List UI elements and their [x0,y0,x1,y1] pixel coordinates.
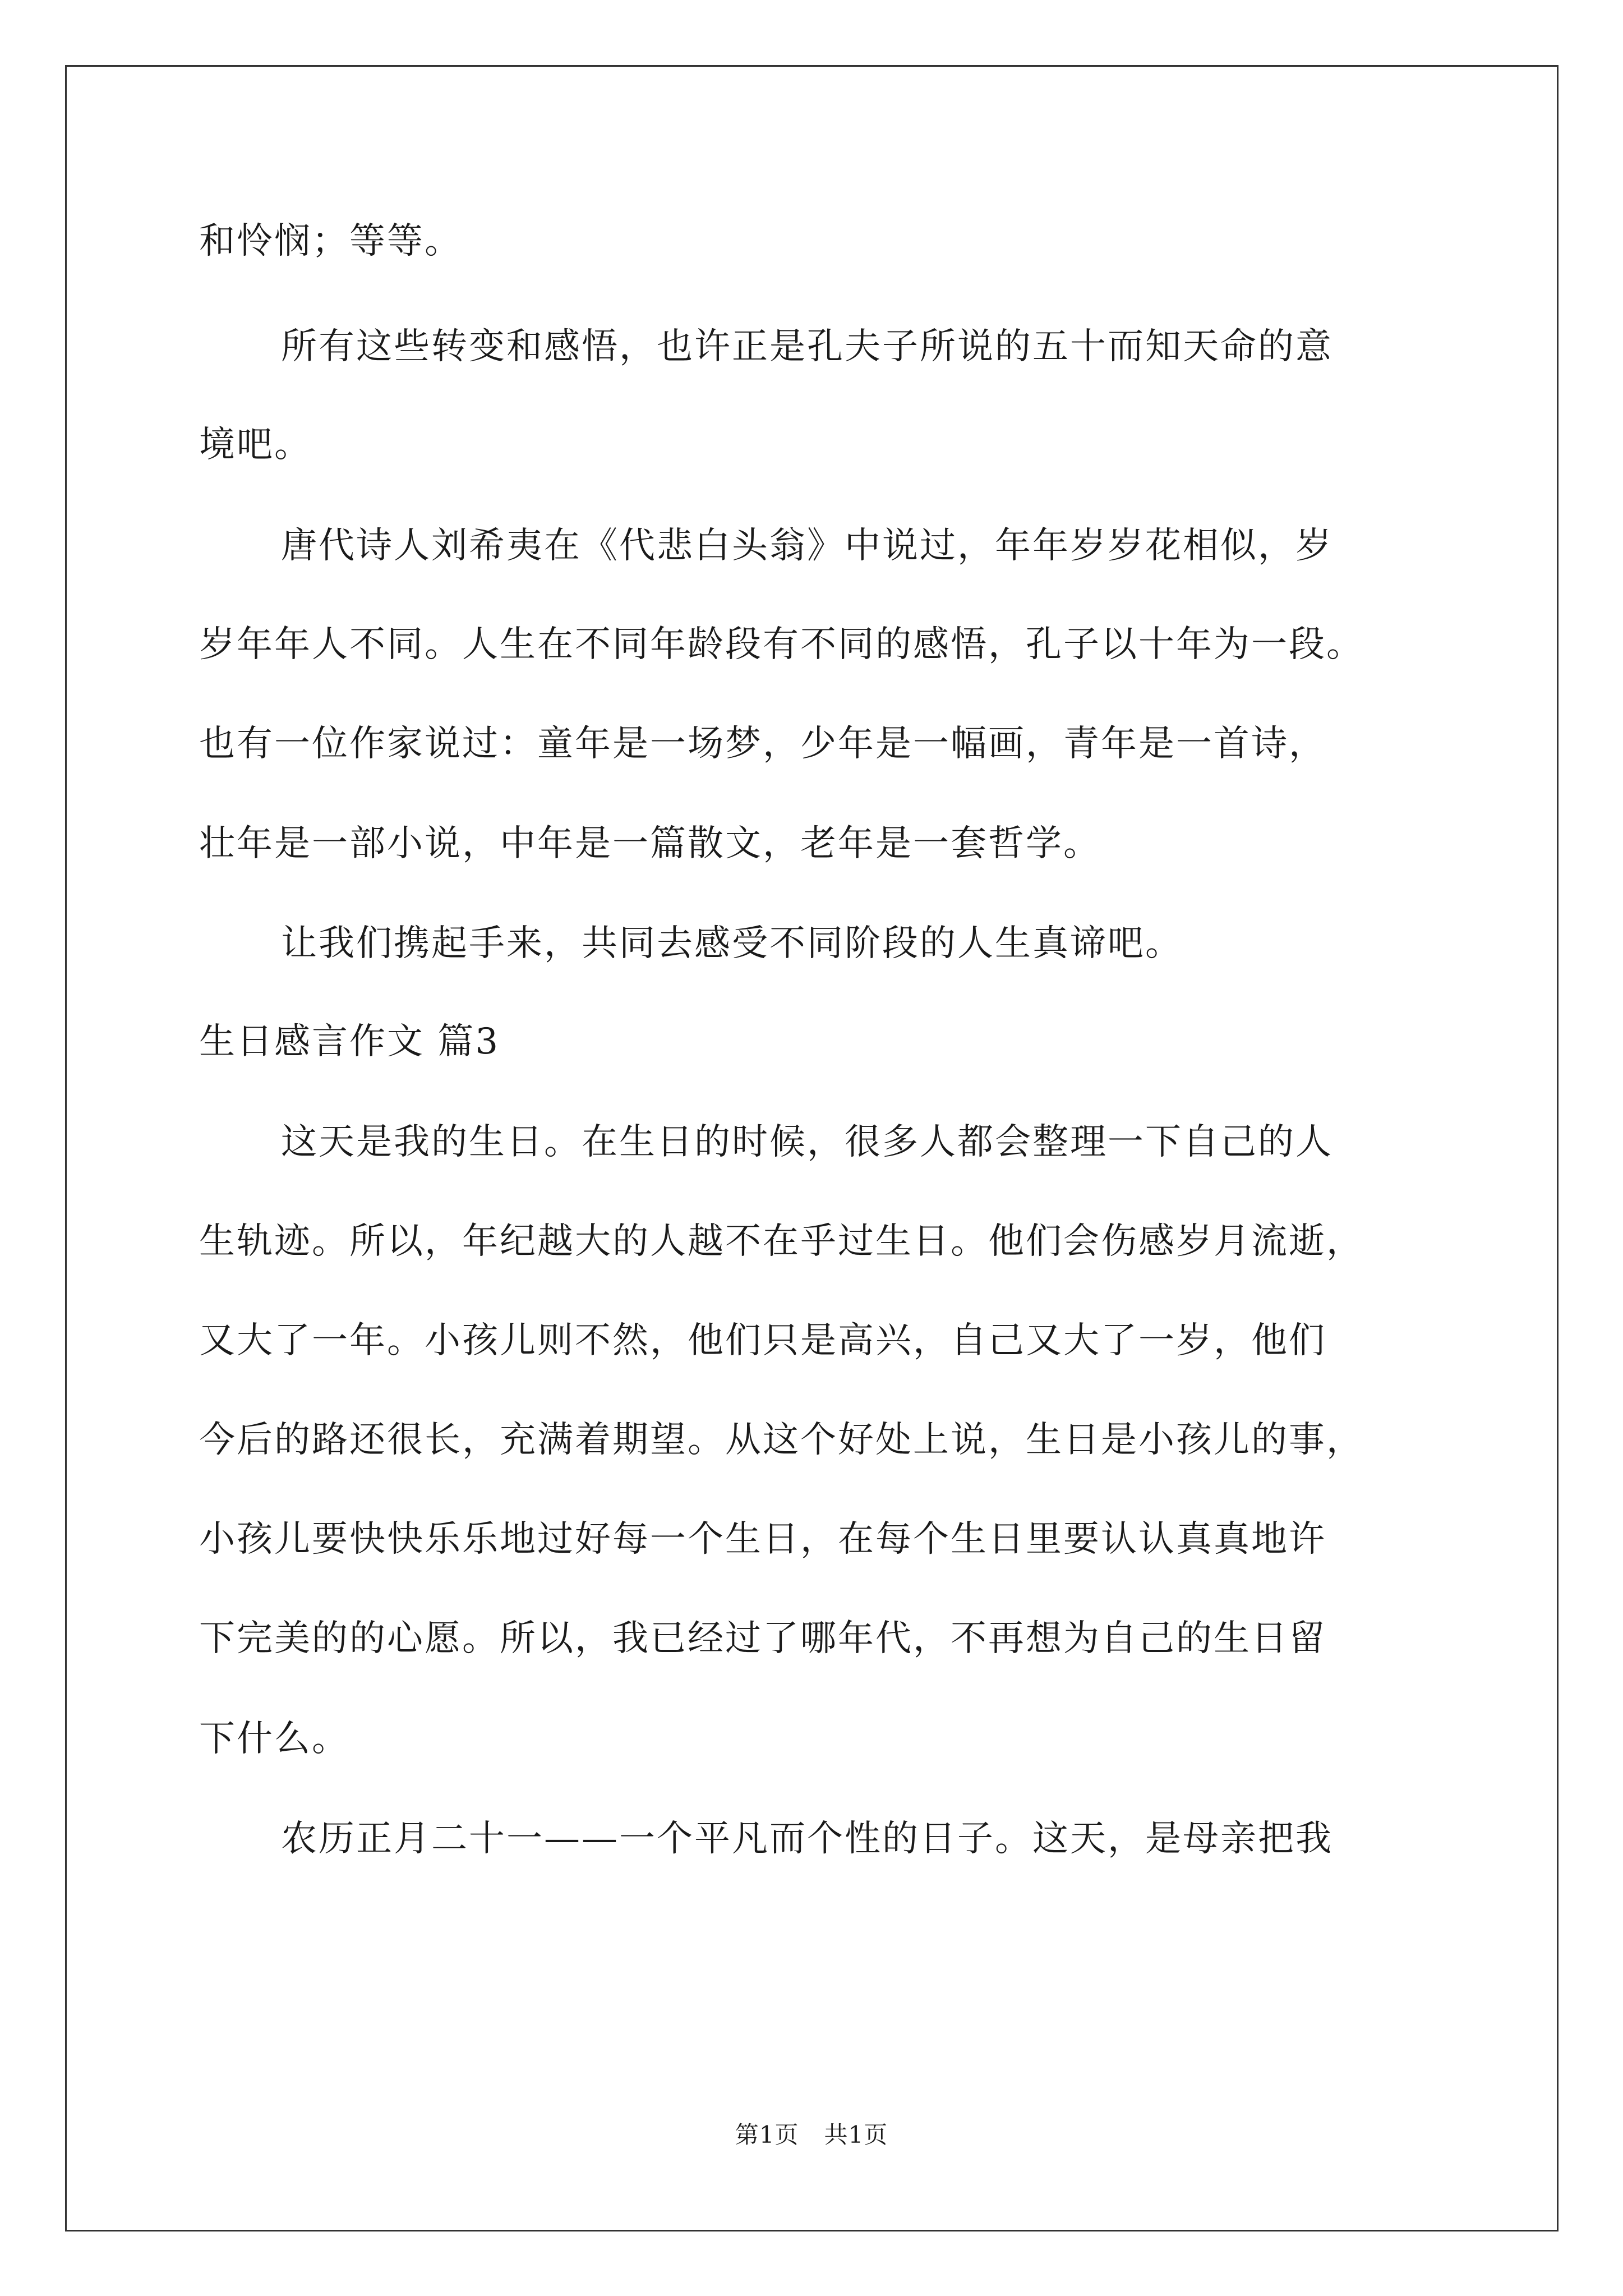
text-line: 境吧。 [199,424,312,466]
text-line: 下完美的的心愿。所以，我已经过了哪年代，不再想为自己的生日留 [199,1618,1326,1659]
text-line: 岁年年人不同。人生在不同年龄段有不同的感悟，孔子以十年为一段。 [199,624,1364,665]
paragraph-line: 让我们携起手来，共同去感受不同阶段的人生真谛吧。 [281,923,1183,964]
text-line: 和怜悯；等等。 [199,220,462,262]
text-line: 下什么。 [199,1718,349,1760]
paragraph-line: 所有这些转变和感悟，也许正是孔夫子所说的五十而知天命的意 [281,326,1333,367]
text-line: 今后的路还很长，充满着期望。从这个好处上说，生日是小孩儿的事， [199,1419,1364,1461]
text-line: 小孩儿要快快乐乐地过好每一个生日，在每个生日里要认认真真地许 [199,1519,1326,1560]
page-footer [0,2118,1623,2152]
page-number: 第1页 [735,2121,799,2148]
text-line: 壮年是一部小说，中年是一篇散文，老年是一套哲学。 [199,823,1101,864]
text-line: 也有一位作家说过：童年是一场梦，少年是一幅画，青年是一首诗， [199,723,1326,765]
text-line: 又大了一年。小孩儿则不然，他们只是高兴，自己又大了一岁，他们 [199,1320,1326,1361]
page-total: 共1页 [824,2121,888,2148]
paragraph-line: 这天是我的生日。在生日的时候，很多人都会整理一下自己的人 [281,1121,1333,1163]
section-heading: 生日感言作文 篇3 [199,1021,500,1062]
paragraph-line: 农历正月二十一——一个平凡而个性的日子。这天，是母亲把我 [281,1818,1333,1860]
text-line: 生轨迹。所以，年纪越大的人越不在乎过生日。他们会伤感岁月流逝， [199,1221,1364,1262]
paragraph-line: 唐代诗人刘希夷在《代悲白头翁》中说过，年年岁岁花相似，岁 [281,525,1333,567]
